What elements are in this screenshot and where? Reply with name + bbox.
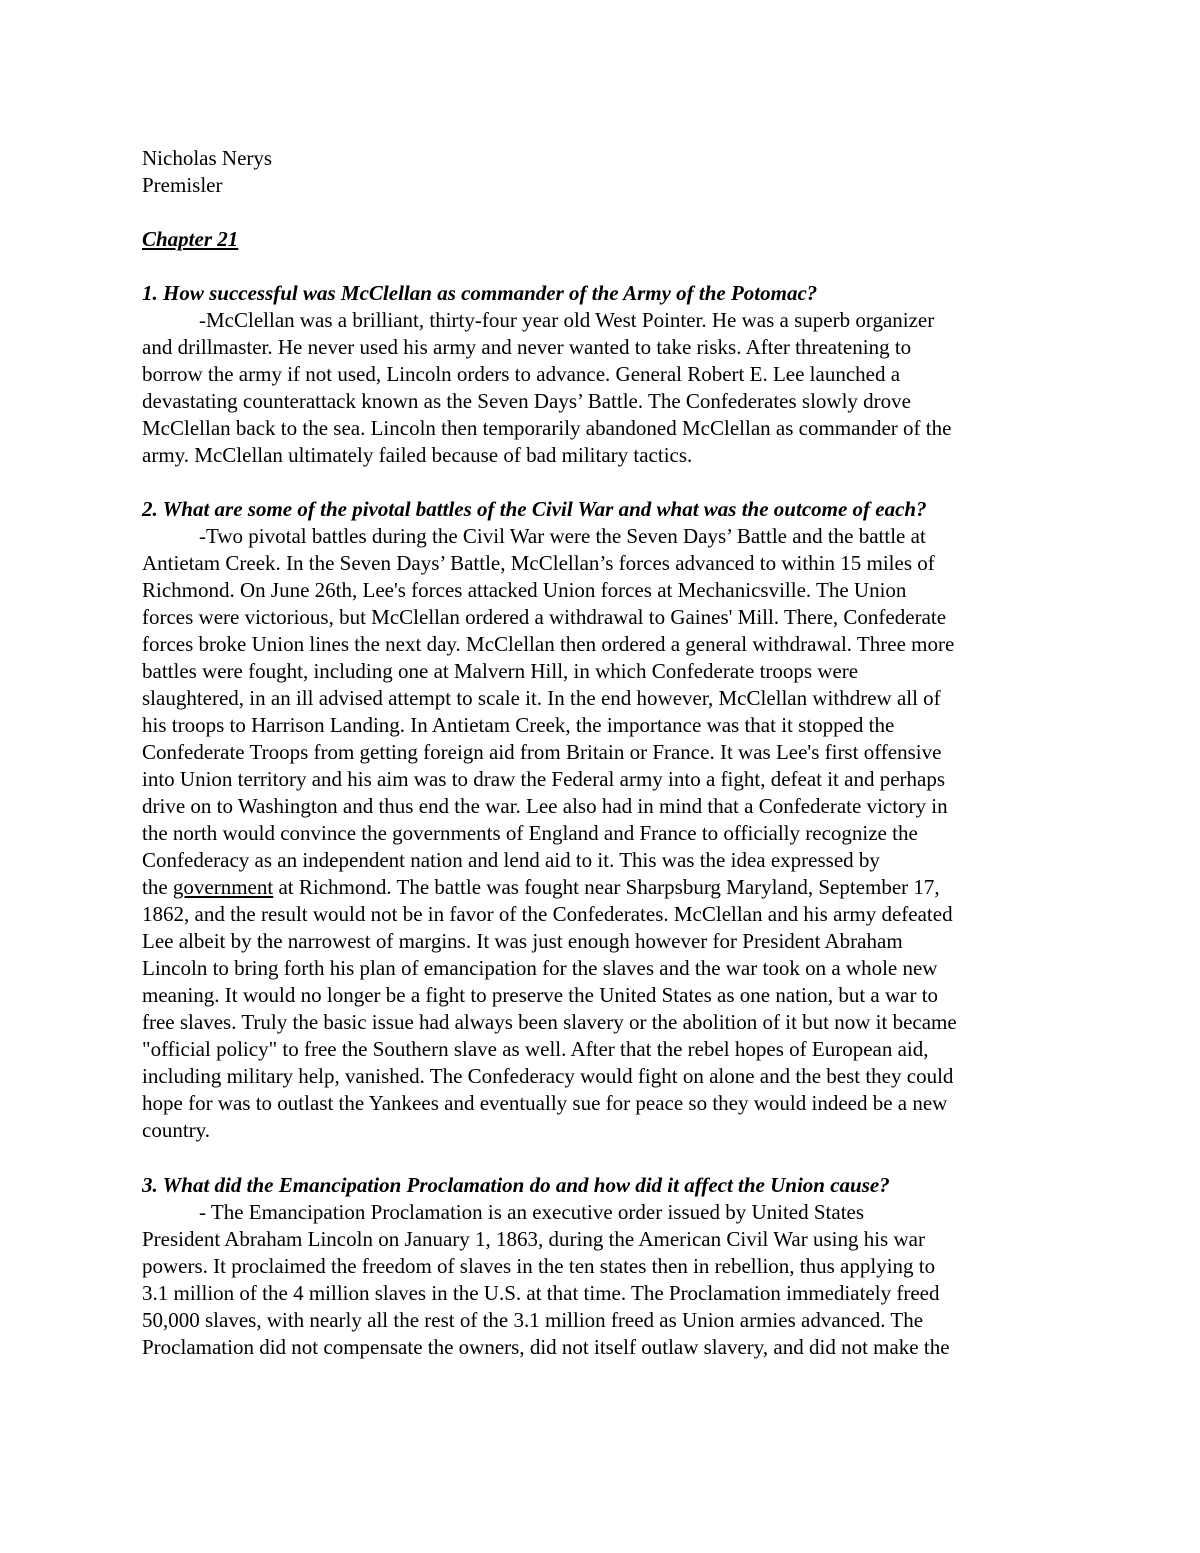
answer-line: 1862, and the result would not be in favor of the Confederates. McClellan and his army defeated [142, 902, 953, 926]
answer-line: 3.1 million of the 4 million slaves in the U.S. at that time. The Proclamation immediately freed [142, 1281, 940, 1305]
answer-line: - The Emancipation Proclamation is an executive order issued by United States [199, 1200, 865, 1224]
answer-line: Lee albeit by the narrowest of margins. It was just enough however for President Abraham [142, 929, 903, 953]
answer-line: -Two pivotal battles during the Civil War were the Seven Days’ Battle and the battle at [199, 524, 926, 548]
answer-line: including military help, vanished. The Confederacy would fight on alone and the best they could [142, 1064, 954, 1088]
answer-line: borrow the army if not used, Lincoln orders to advance. General Robert E. Lee launched a [142, 362, 901, 386]
answer-line: the north would convince the governments of England and France to officially recognize the [142, 821, 918, 845]
answer-line: and drillmaster. He never used his army and never wanted to take risks. After threatening to [142, 335, 912, 359]
answer-line-with-link [142, 874, 1072, 901]
question-1-heading: 1. How successful was McClellan as commander of the Army of the Potomac? [142, 281, 818, 305]
answer-line: forces were victorious, but McClellan ordered a withdrawal to Gaines' Mill. There, Confederate [142, 605, 947, 629]
answer-line: Confederate Troops from getting foreign aid from Britain or France. It was Lee's first offensive [142, 740, 942, 764]
answer-line: McClellan back to the sea. Lincoln then temporarily abandoned McClellan as commander of the [142, 416, 952, 440]
answer-line: forces broke Union lines the next day. McClellan then ordered a general withdrawal. Three more [142, 632, 955, 656]
question-2 [142, 496, 1072, 1144]
header-block [142, 145, 1072, 199]
author-name: Nicholas Nerys [142, 146, 273, 170]
answer-line: Proclamation did not compensate the owners, did not itself outlaw slavery, and did not make the [142, 1335, 950, 1359]
answer-line: his troops to Harrison Landing. In Antietam Creek, the importance was that it stopped the [142, 713, 895, 737]
question-2-heading: 2. What are some of the pivotal battles of the Civil War and what was the outcome of each? [142, 497, 927, 521]
answer-line: country. [142, 1118, 211, 1142]
answer-line: into Union territory and his aim was to draw the Federal army into a fight, defeat it and perhaps [142, 767, 946, 791]
answer-line: drive on to Washington and thus end the war. Lee also had in mind that a Confederate victory in [142, 794, 948, 818]
answer-line: powers. It proclaimed the freedom of slaves in the ten states then in rebellion, thus applying to [142, 1254, 936, 1278]
government-link[interactable]: government [172, 875, 274, 899]
chapter-block [142, 226, 1072, 253]
teacher-name: Premisler [142, 173, 223, 197]
answer-line: -McClellan was a brilliant, thirty-four year old West Pointer. He was a superb organizer [199, 308, 935, 332]
answer-line: "official policy" to free the Southern slave as well. After that the rebel hopes of European aid, [142, 1037, 929, 1061]
answer-line: 50,000 slaves, with nearly all the rest of the 3.1 million freed as Union armies advanced. The [142, 1308, 924, 1332]
answer-line: devastating counterattack known as the Seven Days’ Battle. The Confederates slowly drove [142, 389, 911, 413]
answer-line: army. McClellan ultimately failed because of bad military tactics. [142, 443, 693, 467]
answer-line: Antietam Creek. In the Seven Days’ Battle, McClellan’s forces advanced to within 15 miles of [142, 551, 935, 575]
answer-line: hope for was to outlast the Yankees and eventually sue for peace so they would indeed be a new [142, 1091, 948, 1115]
chapter-title: Chapter 21 [142, 227, 239, 251]
answer-line: slaughtered, in an ill advised attempt to scale it. In the end however, McClellan withdrew all of [142, 686, 941, 710]
answer-line: President Abraham Lincoln on January 1, 1863, during the American Civil War using his war [142, 1227, 925, 1251]
question-1 [142, 280, 1072, 469]
question-3 [142, 1172, 1072, 1361]
answer-text: at Richmond. The battle was fought near Sharpsburg Maryland, September 17, [273, 875, 940, 899]
answer-line: Confederacy as an independent nation and lend aid to it. This was the idea expressed by [142, 848, 880, 872]
answer-line: meaning. It would no longer be a fight to preserve the United States as one nation, but a war to [142, 983, 939, 1007]
answer-line: battles were fought, including one at Malvern Hill, in which Confederate troops were [142, 659, 859, 683]
answer-line: Richmond. On June 26th, Lee's forces attacked Union forces at Mechanicsville. The Union [142, 578, 907, 602]
answer-text: the [142, 875, 173, 899]
question-3-heading: 3. What did the Emancipation Proclamation do and how did it affect the Union cause? [142, 1173, 890, 1197]
answer-line: free slaves. Truly the basic issue had always been slavery or the abolition of it but now it became [142, 1010, 957, 1034]
answer-line: Lincoln to bring forth his plan of emancipation for the slaves and the war took on a whole new [142, 956, 938, 980]
